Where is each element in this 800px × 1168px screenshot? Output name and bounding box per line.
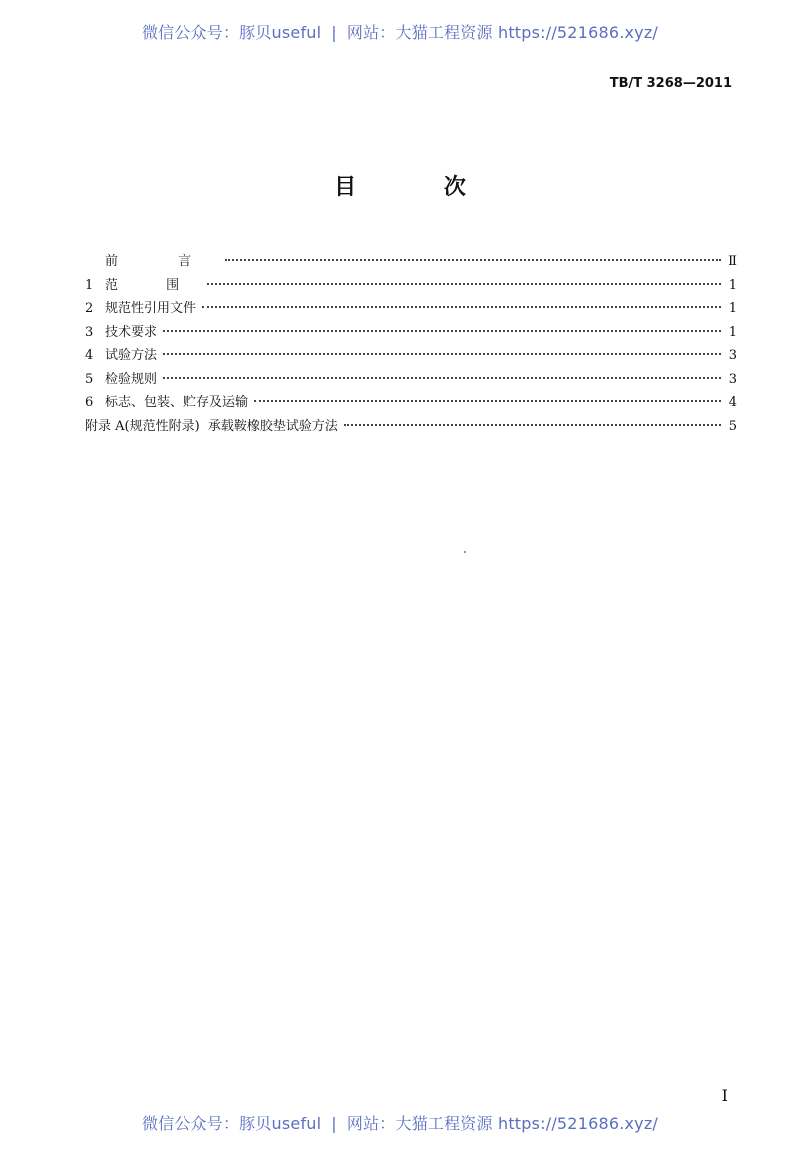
watermark-website: 网站：大猫工程资源 https://521686.xyz/	[346, 1114, 659, 1133]
toc-entry-page: 1	[728, 324, 737, 340]
toc-entry-page: 3	[728, 348, 737, 363]
top-watermark	[0, 20, 800, 43]
toc-entry-number: 1	[85, 277, 94, 293]
toc-entry-page: 1	[728, 301, 737, 316]
toc-entry-scope[interactable]	[85, 274, 737, 298]
toc-title: 目 次	[334, 175, 506, 200]
toc-entry-label: 技术要求	[105, 324, 158, 340]
toc-entry-marking-packaging[interactable]	[85, 391, 737, 415]
watermark-website: 网站：大猫工程资源 https://521686.xyz/	[346, 23, 659, 42]
toc-leader-dots	[163, 330, 721, 332]
table-of-contents	[85, 250, 737, 438]
toc-entry-technical-requirements[interactable]	[85, 321, 737, 345]
scan-speck	[464, 551, 466, 553]
toc-entry-label: 范 围	[105, 277, 202, 293]
toc-entry-number: 3	[85, 324, 94, 340]
page-number: Ⅰ	[721, 1086, 728, 1105]
toc-entry-number: 5	[85, 371, 94, 387]
watermark-wechat: 微信公众号：豚贝useful	[141, 1114, 322, 1133]
toc-entry-label: 试验方法	[105, 348, 158, 363]
toc-leader-dots	[225, 259, 721, 261]
watermark-separator: |	[331, 23, 337, 42]
toc-leader-dots	[344, 424, 721, 426]
bottom-watermark	[0, 1111, 800, 1134]
watermark-separator: |	[331, 1114, 337, 1133]
toc-entry-page: 1	[728, 277, 737, 293]
toc-leader-dots	[163, 353, 721, 355]
toc-leader-dots	[202, 306, 721, 308]
toc-entry-page: 3	[728, 371, 737, 387]
toc-entry-test-methods[interactable]	[85, 344, 737, 368]
toc-entry-label: 前 言	[105, 254, 220, 269]
toc-entry-number: 6	[85, 395, 94, 410]
toc-leader-dots	[163, 377, 721, 379]
toc-entry-label: 标志、包装、贮存及运输	[105, 395, 249, 410]
toc-entry-page: Ⅱ	[728, 254, 737, 269]
toc-entry-foreword[interactable]	[85, 250, 737, 274]
toc-entry-inspection-rules[interactable]	[85, 368, 737, 392]
toc-leader-dots	[254, 400, 721, 402]
watermark-wechat: 微信公众号：豚贝useful	[141, 23, 322, 42]
toc-leader-dots	[207, 283, 721, 285]
toc-entry-annex-a[interactable]	[85, 415, 737, 439]
toc-entry-label: 检验规则	[105, 371, 158, 387]
toc-entry-normative-references[interactable]	[85, 297, 737, 321]
toc-entry-page: 5	[728, 418, 737, 434]
toc-entry-label: 规范性引用文件	[105, 301, 197, 316]
toc-entry-number: 2	[85, 301, 94, 316]
toc-entry-page: 4	[728, 395, 737, 410]
document-code: TB/T 3268—2011	[609, 76, 732, 91]
toc-entry-number: 4	[85, 348, 94, 363]
toc-entry-label: 附录 A(规范性附录) 承载鞍橡胶垫试验方法	[85, 418, 338, 434]
